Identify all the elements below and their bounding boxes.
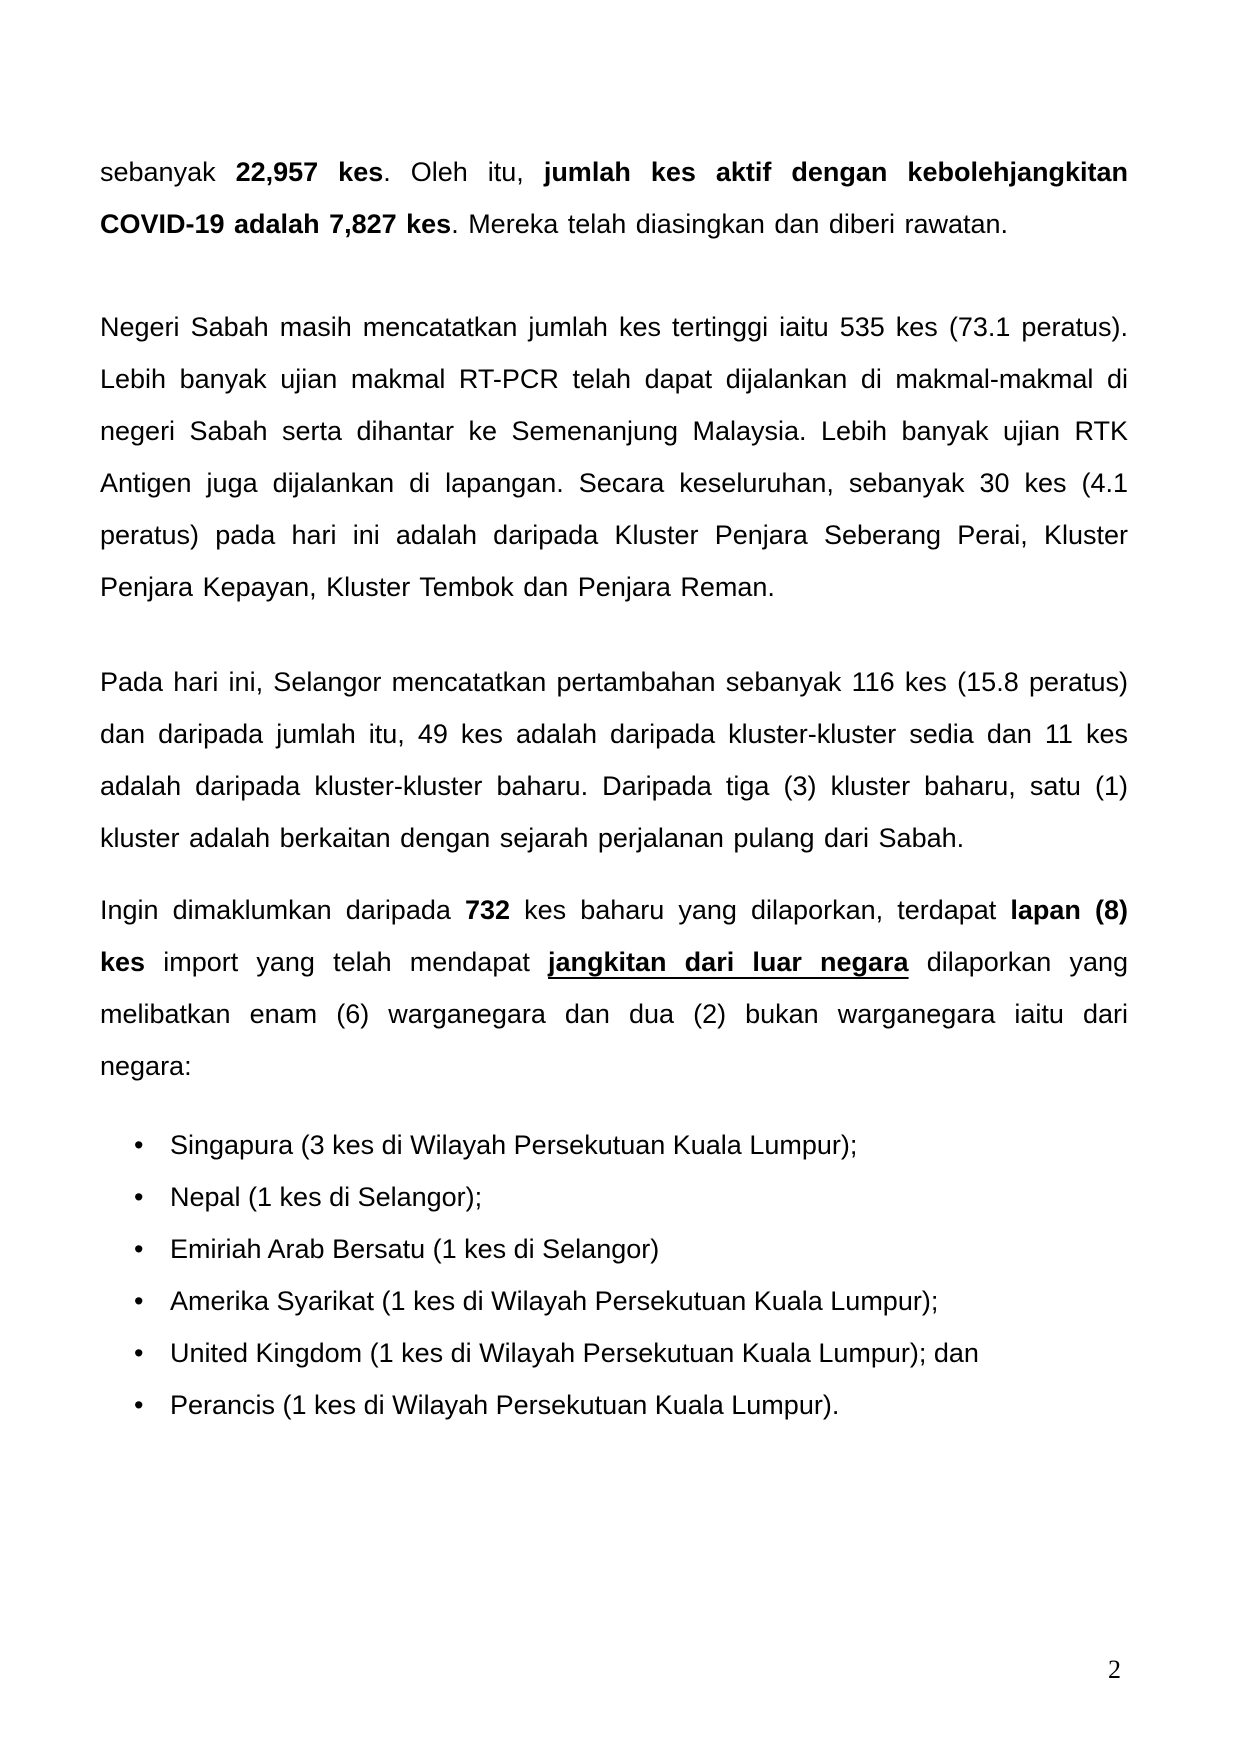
text-run: . Mereka telah diasingkan dan diberi rawatan. <box>451 209 1009 239</box>
text-run: Ingin dimaklumkan daripada <box>100 895 465 925</box>
list-item-text: Perancis (1 kes di Wilayah Persekutuan Kuala Lumpur). <box>170 1390 840 1420</box>
list-item-text: Nepal (1 kes di Selangor); <box>170 1182 483 1212</box>
paragraph-selangor <box>100 656 1128 864</box>
list-item-uae <box>100 1223 1128 1275</box>
text-run-bold-eight-cases: lapan (8) kes <box>100 895 1128 977</box>
list-item-nepal <box>100 1171 1128 1223</box>
text-run: sebanyak <box>100 157 236 187</box>
text-run: Pada hari ini, Selangor mencatatkan pertambahan sebanyak 116 kes (15.8 peratus) dan daripada jumlah itu, 49 kes adalah daripada kluster-kluster sedia dan 11 kes adalah daripada kluster-kluster baharu. Daripada tiga (3) kluster baharu, satu (1) kluster adalah berkaitan dengan sejarah perjalanan pulang dari Sabah. <box>100 667 1128 853</box>
list-item-singapura <box>100 1119 1128 1171</box>
list-item-usa <box>100 1275 1128 1327</box>
text-run-bold-new-cases: 732 <box>464 895 511 925</box>
paragraph-active-cases <box>100 146 1128 250</box>
paragraph-sabah <box>100 301 1128 613</box>
text-run-bold-total-cases: 22,957 kes <box>235 157 384 187</box>
list-item-text: Emiriah Arab Bersatu (1 kes di Selangor) <box>170 1234 660 1264</box>
text-run: dilaporkan yang melibatkan enam (6) warganegara dan dua (2) bukan warganegara iaitu dari negara: <box>100 947 1128 1081</box>
list-item-france <box>100 1379 1128 1431</box>
list-item-text: United Kingdom (1 kes di Wilayah Persekutuan Kuala Lumpur); dan <box>170 1338 979 1368</box>
text-run-bold-underline-imported: jangkitan dari luar negara <box>548 947 909 977</box>
text-run: kes baharu yang dilaporkan, terdapat <box>510 895 1011 925</box>
text-run: import yang telah mendapat <box>145 947 549 977</box>
list-item-text: Singapura (3 kes di Wilayah Persekutuan Kuala Lumpur); <box>170 1130 858 1160</box>
list-item-text: Amerika Syarikat (1 kes di Wilayah Persekutuan Kuala Lumpur); <box>170 1286 939 1316</box>
paragraph-imported-cases <box>100 884 1128 1092</box>
text-run-bold-active-cases: jumlah kes aktif dengan kebolehjangkitan COVID-19 adalah 7,827 kes <box>100 157 1128 239</box>
country-list <box>100 1119 1128 1431</box>
text-run: Negeri Sabah masih mencatatkan jumlah kes tertinggi iaitu 535 kes (73.1 peratus). Lebih banyak ujian makmal RT-PCR telah dapat dijalankan di makmal-makmal di negeri Sabah serta dihantar ke Semenanjung Malaysia. Lebih banyak ujian RTK Antigen juga dijalankan di lapangan. Secara keseluruhan, sebanyak 30 kes (4.1 peratus) pada hari ini adalah daripada Kluster Penjara Seberang Perai, Kluster Penjara Kepayan, Kluster Tembok dan Penjara Reman. <box>100 312 1128 602</box>
list-item-uk <box>100 1327 1128 1379</box>
page-number: 2 <box>1108 1655 1121 1684</box>
text-run: . Oleh itu, <box>383 157 544 187</box>
document-content <box>100 146 1128 1431</box>
